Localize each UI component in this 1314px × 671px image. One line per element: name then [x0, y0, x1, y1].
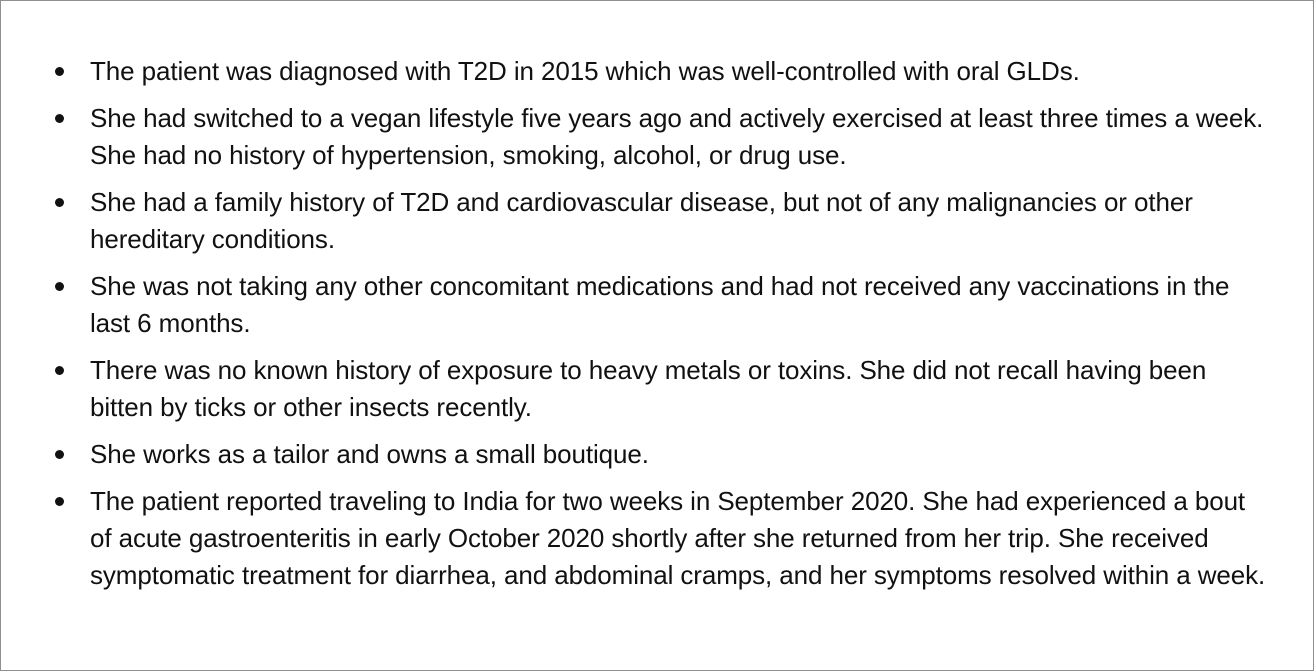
- list-item: [55, 268, 1270, 342]
- bullet-dot-icon: [55, 67, 64, 76]
- list-item: [55, 483, 1270, 594]
- list-item: [55, 184, 1270, 258]
- bullet-list: [55, 53, 1270, 604]
- list-item-text: The patient reported traveling to India for two weeks in September 2020. She had experienced a bout of acute gastroenteritis in early October 2020 shortly after she returned from her trip. She received symptomatic treatment for diarrhea, and abdominal cramps, and her symptoms resolved within a week.: [90, 486, 1266, 590]
- bullet-dot-icon: [55, 198, 64, 207]
- list-item: [55, 53, 1270, 90]
- bullet-dot-icon: [55, 282, 64, 291]
- list-item-text: She was not taking any other concomitant medications and had not received any vaccinations in the last 6 months.: [90, 271, 1230, 338]
- bullet-dot-icon: [55, 366, 64, 375]
- list-item: [55, 436, 1270, 473]
- bullet-dot-icon: [55, 114, 64, 123]
- list-item-text: She had switched to a vegan lifestyle five years ago and actively exercised at least three times a week. She had no history of hypertension, smoking, alcohol, or drug use.: [90, 103, 1264, 170]
- bullet-dot-icon: [55, 497, 64, 506]
- list-item: [55, 100, 1270, 174]
- list-item-text: There was no known history of exposure to heavy metals or toxins. She did not recall having been bitten by ticks or other insects recently.: [90, 355, 1207, 422]
- list-item-text: The patient was diagnosed with T2D in 2015 which was well-controlled with oral GLDs.: [90, 56, 1080, 86]
- list-item-text: She had a family history of T2D and cardiovascular disease, but not of any malignancies or other hereditary conditions.: [90, 187, 1193, 254]
- list-item: [55, 352, 1270, 426]
- bullet-dot-icon: [55, 450, 64, 459]
- list-item-text: She works as a tailor and owns a small boutique.: [90, 439, 649, 469]
